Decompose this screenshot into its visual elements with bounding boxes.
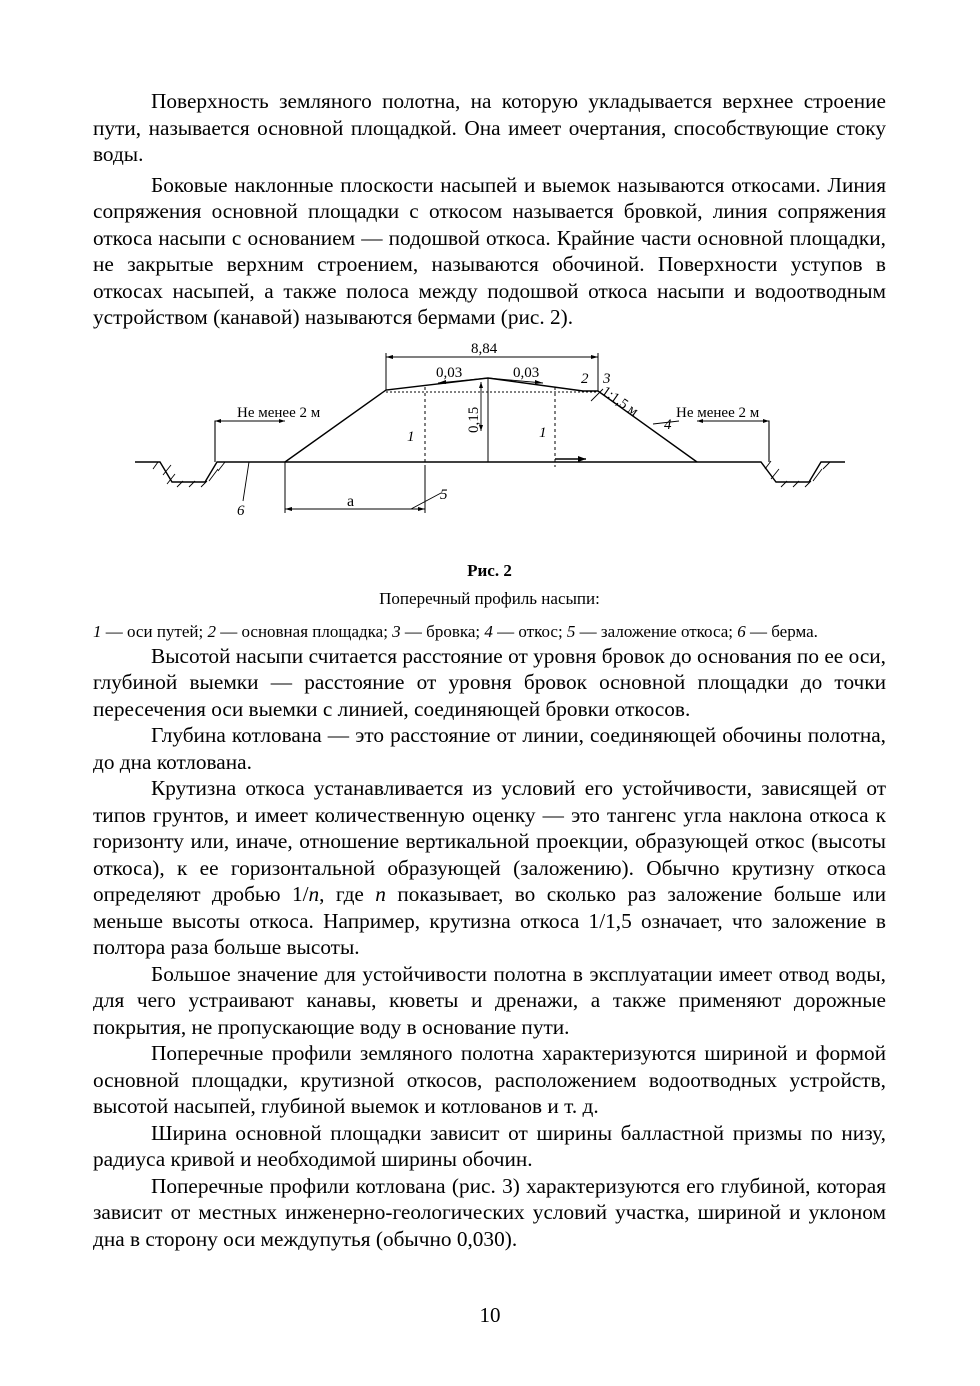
embankment-outline [285,378,697,462]
label-num-5: 5 [440,486,448,503]
paragraph: Большое значение для устойчивости полотна в эксплуатации имеет отвод воды, для чего устраивают канавы, кюветы и дренажи, а также применяют дорожные покрытия, не пропускающие воду в основание пути. [93,961,886,1039]
legend-text: — заложение откоса; [575,621,738,641]
label-num-1a: 1 [407,428,415,445]
figure-embankment-profile [93,341,886,557]
paragraph: Крутизна откоса устанавливается из условий его устойчивости, зависящей от типов грунтов, и имеет количественную оценку — это тангенс угла наклона откоса к горизонту или, иначе, отношение вертикальной проекции, образующей откос (высоты откоса), к ее горизонтальной образующей (заложению). Обычно крутизну откоса определяют дробью 1/n, где n показывает, во сколько раз заложение больше или меньше высоты откоса. Например, крутизна откоса 1/1,5 означает, что заложение в полтора раза больше высоты. [93,776,886,959]
page-body [93,88,886,1252]
legend-text: — берма. [745,621,818,641]
paragraph: Высотой насыпи считается расстояние от уровня бровок до основания по ее оси, глубиной выемки — расстояние от уровня бровок основной площадки до точки пересечения оси выемки с линией, соединяющей бровки откосов. [93,643,886,721]
paragraph: Ширина основной площадки зависит от ширины балластной призмы по низу, радиуса кривой и необходимой ширины обочин. [93,1120,886,1171]
label-height: 0,15 [466,406,482,433]
legend-num: 4 [484,621,493,641]
paragraph: Поперечные профили земляного полотна характеризуются шириной и формой основной площадки, крутизной откосов, расположением водоотводных устройств, высотой насыпей, глубиной выемок и котлованов и т. д. [93,1041,886,1118]
figure-caption-title: Рис. 2 [467,560,512,580]
embankment-profile-drawing [93,341,886,557]
label-width: 8,84 [471,340,498,357]
label-num-4: 4 [664,416,672,433]
legend-num: 1 [93,621,102,641]
paragraph: Боковые наклонные плоскости насыпей и выемок называются откосами. Линия сопряжения основной площадки с откосом называется бровкой, линия сопряжения откоса насыпи с основанием — подошвой откоса. Крайние части основной площадки, не закрытые верхним строением, называются обочиной. Поверхности уступов в откосах насыпей, а также полоса между подошвой откоса насыпи и водоотводным устройством (канавой) называются бермами (рис. 2). [93,172,886,329]
label-num-1b: 1 [539,424,547,441]
label-num-6: 6 [237,502,245,519]
label-berm-right: Не менее 2 м [676,404,760,421]
label-base: а [347,492,355,510]
label-berm-left: Не менее 2 м [237,404,321,421]
paragraph: Поверхность земляного полотна, на которую укладывается верхнее строение пути, называется основной площадкой. Она имеет очертания, способствующие стоку воды. [93,89,886,166]
legend-text: — бровка; [400,621,485,641]
label-num-2: 2 [581,370,589,387]
legend-num: 6 [737,621,746,641]
paragraph: Поперечные профили котлована (рис. 3) характеризуются его глубиной, которая зависит от местных инженерно-геологических условий участка, шириной и уклоном дна в сторону оси междупутья (обычно 0,030). [93,1173,886,1251]
legend-text: — оси путей; [101,621,208,641]
label-slope-right: 0,03 [513,364,540,381]
paragraph: Глубина котлована — это расстояние от линии, соединяющей обочины полотна, до дна котлована. [93,723,886,774]
label-slope-ratio: 1:1,5 м [598,383,641,420]
legend-num: 5 [566,621,576,641]
legend-text: — откос; [492,621,567,641]
page-number: 10 [479,1303,501,1327]
label-slope-left: 0,03 [436,364,463,381]
figure-caption-subtitle: Поперечный профиль насыпи: [379,588,600,608]
ground-line [135,462,845,482]
legend-text: — основная площадка; [215,621,393,641]
legend-num: 3 [392,621,401,641]
figure-legend [93,621,886,643]
label-num-3: 3 [603,370,611,387]
legend-num: 2 [207,621,216,641]
